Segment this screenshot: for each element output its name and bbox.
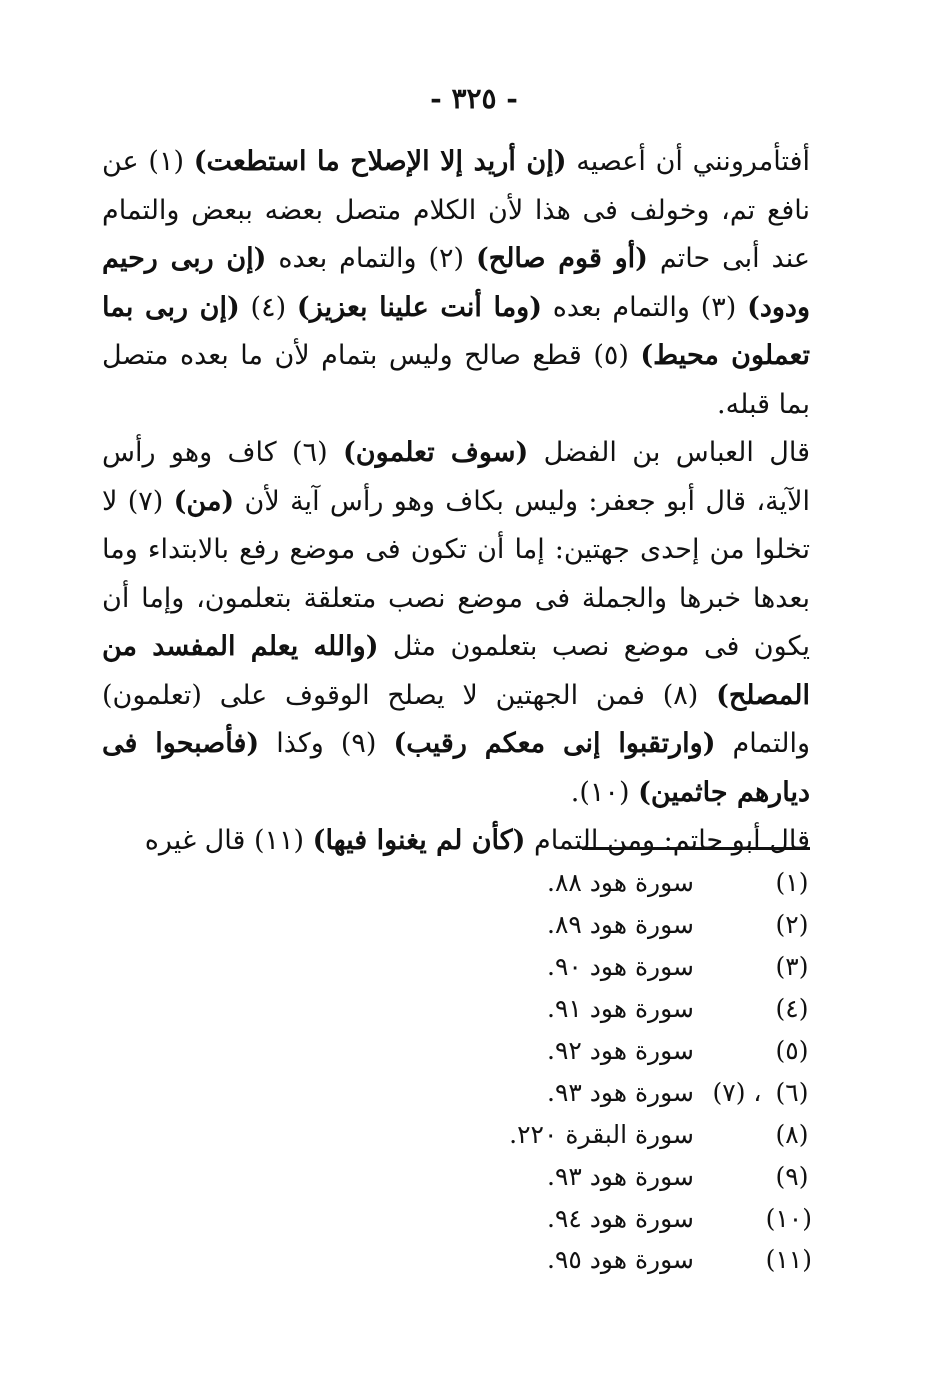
footnote-number: (١١) [765,1245,812,1275]
footnote-text: سورة هود ٩٢. [547,1036,694,1065]
main-text [102,138,810,866]
footnote-row [440,988,812,1030]
footnote-row [440,1197,812,1239]
text-segment: أفتأمرونني أن أعصيه [566,146,810,177]
footnote-number: (٦) [775,1077,809,1107]
footnote-text: سورة هود ٩٠. [547,952,694,982]
footnote-row [440,1030,812,1072]
text-segment: (٢) والتمام بعده [266,243,476,274]
footnote-text: سورة هود ٩٥. [547,1245,694,1275]
paragraph [102,429,810,817]
footnotes [440,862,812,1281]
footnote-text: سورة هود ٩٤. [547,1203,694,1233]
text-segment: (١) عن نافع تم، وخولف فى هذا لأن الكلام متصل بعضه ببعض والتمام عند أبى حاتم [102,146,810,274]
text-segment: (٤) [239,291,297,323]
footnote-row [440,1155,812,1197]
footnote-text: سورة هود ٩١. [547,994,694,1024]
footnote-number: (٤) [775,994,809,1024]
quran-quote: (كأن لم يغنوا فيها) [312,825,526,856]
footnote-number: (٥) [775,1036,809,1065]
footnote-number: (٣) [775,952,809,982]
footnote-row [440,904,812,946]
footnote-text: سورة هود ٩٣. [547,1161,694,1191]
footnote-extra-number: ، (٧) [712,1077,762,1107]
footnote-row [440,1239,812,1281]
footnote-text: سورة هود ٨٨. [547,868,694,898]
footnote-row [440,946,812,988]
footnote-number: (١) [775,868,809,898]
text-segment: (٨) فمن الجهتين لا يصلح الوقوف على (تعلمون) والتمام [102,679,811,759]
text-segment: قال العباس بن الفضل [528,437,811,468]
quran-quote: (وارتقبوا إنى معكم رقيب) [393,728,716,759]
text-segment: (٦) كاف وهو رأس الآية، قال أبو جعفر: وليس بكاف وهو رأس آية لأن [102,437,811,517]
footnote-number: (٩) [775,1161,809,1191]
paragraph [102,817,810,866]
text-segment: (٧) لا تخلوا من إحدى جهتين: إما أن تكون فى موضع رفع بالابتداء وما بعدها خبرها والجملة فى موضع نصب متعلقة بتعلمون، وإما أن يكون فى موضع نصب بتعلمون مثل [102,485,811,662]
quran-quote: (سوف تعلمون) [343,437,529,468]
quran-quote: (أو قوم صالح) [476,243,648,274]
footnote-text: سورة البقرة ٢٢٠. [509,1119,694,1149]
text-segment: (٣) والتمام بعده [541,291,748,323]
footnote-row [440,862,812,904]
quran-quote: (من) [173,485,235,517]
quran-quote: (إن ربى بما تعملون محيط) [102,291,810,371]
text-segment: (١١) قال غيره [144,825,313,856]
footnote-text: سورة هود ٨٩. [547,910,694,940]
footnote-text: سورة هود ٩٣. [547,1077,694,1107]
footnote-separator [582,847,810,850]
text-segment: (١٠). [570,776,639,808]
text-segment: قال أبو حاتم: ومن التمام [525,825,810,856]
footnote-number: (١٠) [765,1203,812,1233]
quran-quote: (وما أنت علينا بعزيز) [296,291,542,323]
quran-quote: (إن أريد إلا الإصلاح ما استطعت) [193,146,567,177]
footnote-row [440,1071,812,1113]
text-segment: (٩) وكذا [259,728,394,759]
quran-quote: (والله يعلم المفسد من المصلح) [102,631,810,711]
quran-quote: (إن ربى رحيم ودود) [102,243,810,323]
quran-quote: (فأصبحوا فى ديارهم جاثمين) [102,728,810,808]
text-segment: (٥) قطع صالح وليس بتمام لأن ما بعده متصل بما قبله. [102,340,810,420]
paragraph [102,138,810,429]
page-number: - ٣٢٥ - [430,82,518,115]
footnote-number: (٢) [775,910,809,940]
footnote-number: (٨) [775,1119,809,1149]
footnote-row [440,1113,812,1155]
